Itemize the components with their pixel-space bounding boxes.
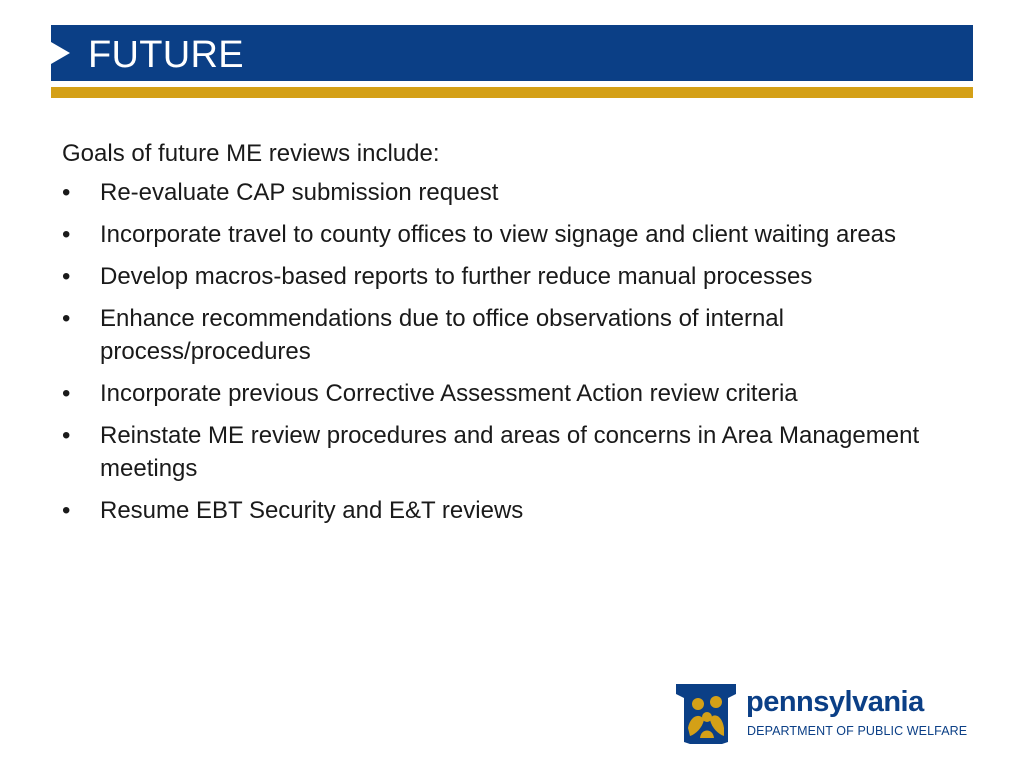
bullet-marker: • — [62, 221, 71, 248]
bullet-text: Re-evaluate CAP submission request — [100, 179, 499, 206]
bullet-text: Reinstate ME review procedures and areas of concerns in Area Management meetings — [100, 422, 920, 482]
bullet-marker: • — [62, 422, 71, 449]
intro-text: Goals of future ME reviews include: — [62, 140, 440, 167]
bullet-item — [62, 260, 962, 293]
bullet-list — [62, 176, 962, 527]
bullet-item — [62, 377, 962, 410]
title-arrow-icon — [51, 42, 70, 64]
bullet-text: Incorporate previous Corrective Assessment Action review criteria — [100, 380, 798, 407]
title-bar — [51, 25, 973, 81]
keystone-family-icon — [674, 682, 738, 746]
bullet-marker: • — [62, 263, 71, 290]
bullet-item — [62, 419, 962, 485]
bullet-text: Develop macros-based reports to further reduce manual processes — [100, 263, 813, 290]
bullet-marker: • — [62, 497, 71, 524]
bullet-marker: • — [62, 179, 71, 206]
bullet-item — [62, 302, 962, 368]
bullet-text: Incorporate travel to county offices to view signage and client waiting areas — [100, 221, 897, 248]
title-underline — [51, 87, 973, 98]
bullet-marker: • — [62, 380, 71, 407]
bullet-item — [62, 218, 962, 251]
bullet-text: Resume EBT Security and E&T reviews — [100, 497, 524, 524]
slide-body — [62, 137, 962, 536]
pennsylvania-logo — [674, 682, 974, 748]
bullet-marker: • — [62, 305, 71, 332]
bullet-item — [62, 176, 962, 209]
logo-name: pennsylvania — [746, 686, 924, 718]
bullet-item — [62, 494, 962, 527]
slide-title: FUTURE — [88, 34, 244, 76]
logo-department: DEPARTMENT OF PUBLIC WELFARE — [747, 724, 968, 738]
bullet-text: Enhance recommendations due to office observations of internal process/procedures — [100, 305, 784, 365]
